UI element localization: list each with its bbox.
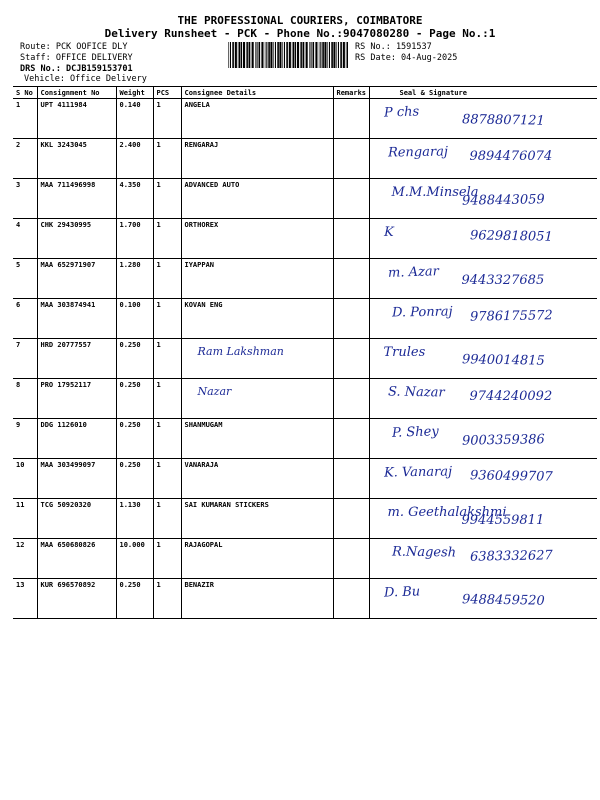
- barcode-bar: [329, 42, 330, 68]
- table-row: [13, 499, 597, 539]
- barcode-bar: [336, 42, 337, 68]
- staff-label: Staff: OFFICE DELIVERY: [20, 53, 133, 63]
- weight-cell: 10.000: [116, 539, 153, 579]
- barcode-image: [228, 42, 348, 68]
- signature-cell: [369, 419, 597, 459]
- consignment-cell: MAA 303874941: [37, 299, 116, 339]
- signature-cell: [369, 539, 597, 579]
- barcode-bar: [289, 42, 291, 68]
- signature-cell: [369, 259, 597, 299]
- barcode-bar: [297, 42, 299, 68]
- barcode-bar: [270, 42, 272, 68]
- handwritten-phone-number: 9894476074: [469, 149, 553, 164]
- col-header-consignee: Consignee Details: [181, 87, 333, 99]
- pcs-cell: 1: [153, 539, 181, 579]
- pcs-cell: 1: [153, 379, 181, 419]
- barcode-bar: [247, 42, 248, 68]
- consignment-cell: CHK 29430995: [37, 219, 116, 259]
- remarks-cell: [333, 579, 369, 619]
- handwritten-signature: M.M.Minsela: [391, 185, 479, 200]
- weight-cell: 0.100: [116, 299, 153, 339]
- barcode-bar: [313, 42, 315, 68]
- pcs-cell: 1: [153, 179, 181, 219]
- weight-cell: 0.250: [116, 579, 153, 619]
- barcode-bar: [266, 42, 267, 68]
- signature-cell: [369, 179, 597, 219]
- consignment-cell: MAA 650680826: [37, 539, 116, 579]
- barcode-bar: [333, 42, 335, 68]
- pcs-cell: 1: [153, 499, 181, 539]
- signature-cell: [369, 299, 597, 339]
- barcode-bar: [255, 42, 256, 68]
- consignment-cell: KUR 696570892: [37, 579, 116, 619]
- barcode-bar: [322, 42, 324, 68]
- weight-cell: 0.250: [116, 419, 153, 459]
- consignment-cell: MAA 711496998: [37, 179, 116, 219]
- col-header-remarks: Remarks: [333, 87, 369, 99]
- weight-cell: 0.250: [116, 379, 153, 419]
- sno-cell: 7: [13, 339, 37, 379]
- runsheet-table: [13, 86, 597, 619]
- sno-cell: 9: [13, 419, 37, 459]
- consignment-cell: MAA 652971907: [37, 259, 116, 299]
- barcode-bar: [303, 42, 305, 68]
- consignee-cell: ORTHOREX: [181, 219, 333, 259]
- remarks-cell: [333, 99, 369, 139]
- sno-cell: 3: [13, 179, 37, 219]
- consignment-cell: TCG 50920320: [37, 499, 116, 539]
- barcode-bar: [320, 42, 321, 68]
- remarks-cell: [333, 499, 369, 539]
- table-row: [13, 419, 597, 459]
- barcode-bar: [228, 42, 229, 68]
- weight-cell: 0.250: [116, 459, 153, 499]
- sno-cell: 8: [13, 379, 37, 419]
- barcode-bar: [300, 42, 301, 68]
- signature-cell: [369, 459, 597, 499]
- pcs-cell: 1: [153, 259, 181, 299]
- consignment-cell: PRO 17952117: [37, 379, 116, 419]
- weight-cell: 4.350: [116, 179, 153, 219]
- sno-cell: 1: [13, 99, 37, 139]
- drs-number: DRS No.: DCJB159153701: [20, 64, 133, 74]
- remarks-cell: [333, 259, 369, 299]
- barcode-bar: [338, 42, 339, 68]
- remarks-cell: [333, 139, 369, 179]
- barcode-bar: [347, 42, 348, 68]
- consignee-cell: RAJAGOPAL: [181, 539, 333, 579]
- barcode-bar: [273, 42, 274, 68]
- consignee-cell: ADVANCED AUTO: [181, 179, 333, 219]
- barcode-bar: [293, 42, 294, 68]
- handwritten-signature: K. Vanaraj: [383, 464, 452, 481]
- barcode-bar: [277, 42, 279, 68]
- col-header-pcs: PCS: [153, 87, 181, 99]
- barcode-bar: [232, 42, 234, 68]
- barcode-bar: [301, 42, 302, 68]
- table-row: [13, 219, 597, 259]
- barcode-bar: [306, 42, 308, 68]
- barcode-bar: [268, 42, 270, 68]
- table-row: [13, 139, 597, 179]
- handwritten-phone-number: 9488459520: [461, 592, 545, 609]
- barcode-bar: [331, 42, 333, 68]
- pcs-cell: 1: [153, 219, 181, 259]
- table-row: [13, 339, 597, 379]
- barcode-bar: [243, 42, 245, 68]
- consignment-cell: DDG 1126010: [37, 419, 116, 459]
- consignee-cell: SHANMUGAM: [181, 419, 333, 459]
- barcode-bar: [282, 42, 283, 68]
- table-row: [13, 379, 597, 419]
- table-row: [13, 539, 597, 579]
- remarks-cell: [333, 219, 369, 259]
- handwritten-signature: Rengaraj: [387, 144, 448, 161]
- remarks-cell: [333, 339, 369, 379]
- barcode-bar: [315, 42, 317, 68]
- barcode-bar: [261, 42, 263, 68]
- remarks-cell: [333, 299, 369, 339]
- handwritten-signature: P. Shey: [391, 424, 439, 441]
- handwritten-signature: Trules: [383, 345, 426, 360]
- handwritten-phone-number: 9744240092: [469, 389, 553, 404]
- remarks-cell: [333, 179, 369, 219]
- barcode-bar: [252, 42, 254, 68]
- barcode-bar: [279, 42, 281, 68]
- pcs-cell: 1: [153, 99, 181, 139]
- consignee-cell: BENAZIR: [181, 579, 333, 619]
- handwritten-signature: K: [383, 224, 394, 241]
- sno-cell: 2: [13, 139, 37, 179]
- col-header-sno: S No: [13, 87, 37, 99]
- runsheet-subtitle: Delivery Runsheet - PCK - Phone No.:9047080280 - Page No.:1: [104, 27, 496, 40]
- consignment-cell: HRD 20777557: [37, 339, 116, 379]
- handwritten-consignee-name: Nazar: [197, 385, 232, 398]
- handwritten-signature: D. Bu: [383, 584, 420, 601]
- barcode-bar: [319, 42, 320, 68]
- handwritten-phone-number: 9443327685: [461, 273, 545, 288]
- barcode-bar: [324, 42, 326, 68]
- consignee-cell: SAI KUMARAN STICKERS: [181, 499, 333, 539]
- vehicle-label: Vehicle: Office Delivery: [24, 74, 147, 84]
- barcode-bar: [241, 42, 243, 68]
- handwritten-phone-number: 9944559811: [461, 513, 545, 528]
- remarks-cell: [333, 379, 369, 419]
- sno-cell: 5: [13, 259, 37, 299]
- pcs-cell: 1: [153, 419, 181, 459]
- handwritten-phone-number: 6383332627: [469, 548, 553, 565]
- consignment-cell: MAA 303499097: [37, 459, 116, 499]
- consignee-cell: [181, 379, 333, 419]
- weight-cell: 0.250: [116, 339, 153, 379]
- consignee-cell: RENGARAJ: [181, 139, 333, 179]
- pcs-cell: 1: [153, 299, 181, 339]
- table-row: [13, 99, 597, 139]
- sno-cell: 13: [13, 579, 37, 619]
- sno-cell: 6: [13, 299, 37, 339]
- barcode-bar: [286, 42, 288, 68]
- weight-cell: 1.280: [116, 259, 153, 299]
- col-header-consignment: Consignment No: [37, 87, 116, 99]
- barcode-bar: [346, 42, 347, 68]
- barcode-bar: [235, 42, 237, 68]
- col-header-weight: Weight: [116, 87, 153, 99]
- handwritten-signature: R.Nagesh: [391, 544, 456, 561]
- consignment-cell: UPT 4111984: [37, 99, 116, 139]
- sno-cell: 11: [13, 499, 37, 539]
- signature-cell: [369, 219, 597, 259]
- remarks-cell: [333, 459, 369, 499]
- barcode-bar: [292, 42, 293, 68]
- weight-cell: 1.700: [116, 219, 153, 259]
- handwritten-phone-number: 9360499707: [469, 468, 553, 485]
- rs-date: RS Date: 04-Aug-2025: [355, 53, 458, 63]
- handwritten-signature: D. Ponraj: [391, 304, 453, 321]
- col-header-signature: Seal & Signature: [369, 87, 597, 99]
- barcode-bar: [340, 42, 342, 68]
- barcode-bar: [265, 42, 266, 68]
- handwritten-phone-number: 9488443059: [461, 192, 545, 209]
- barcode-bar: [295, 42, 297, 68]
- barcode-bar: [230, 42, 231, 68]
- table-row: [13, 299, 597, 339]
- rs-number: RS No.: 1591537: [355, 42, 432, 52]
- table-row: [13, 579, 597, 619]
- handwritten-phone-number: 9940014815: [461, 352, 545, 369]
- barcode-bar: [284, 42, 285, 68]
- weight-cell: 1.130: [116, 499, 153, 539]
- route-label: Route: PCK OOFICE DLY: [20, 42, 128, 52]
- consignee-cell: [181, 339, 333, 379]
- pcs-cell: 1: [153, 579, 181, 619]
- signature-cell: [369, 99, 597, 139]
- consignee-cell: IYAPPAN: [181, 259, 333, 299]
- signature-cell: [369, 379, 597, 419]
- barcode-bar: [249, 42, 251, 68]
- signature-cell: [369, 139, 597, 179]
- handwritten-signature: S. Nazar: [387, 384, 445, 401]
- signature-cell: [369, 499, 597, 539]
- barcode-bar: [309, 42, 310, 68]
- handwritten-phone-number: 9786175572: [469, 308, 553, 325]
- consignee-cell: ANGELA: [181, 99, 333, 139]
- company-title: THE PROFESSIONAL COURIERS, COIMBATORE: [177, 14, 423, 27]
- barcode-bar: [257, 42, 258, 68]
- remarks-cell: [333, 539, 369, 579]
- barcode-bar: [259, 42, 261, 68]
- barcode-bar: [327, 42, 328, 68]
- handwritten-signature: m. Azar: [387, 264, 439, 281]
- handwritten-signature: m. Geethalakshmi: [387, 505, 507, 520]
- consignee-cell: VANARAJA: [181, 459, 333, 499]
- barcode-bar: [311, 42, 312, 68]
- table-row: [13, 259, 597, 299]
- barcode-bar: [238, 42, 239, 68]
- handwritten-phone-number: 9003359386: [461, 432, 545, 449]
- sno-cell: 4: [13, 219, 37, 259]
- barcode-bar: [275, 42, 276, 68]
- barcode-bar: [239, 42, 240, 68]
- weight-cell: 0.140: [116, 99, 153, 139]
- table-row: [13, 459, 597, 499]
- handwritten-phone-number: 9629818051: [469, 228, 553, 245]
- consignee-cell: KOVAN ENG: [181, 299, 333, 339]
- table-row: [13, 179, 597, 219]
- signature-cell: [369, 339, 597, 379]
- sno-cell: 10: [13, 459, 37, 499]
- table-header-row: [13, 87, 597, 99]
- barcode-bar: [343, 42, 345, 68]
- pcs-cell: 1: [153, 339, 181, 379]
- consignment-cell: KKL 3243045: [37, 139, 116, 179]
- handwritten-signature: P chs: [383, 104, 419, 121]
- weight-cell: 2.400: [116, 139, 153, 179]
- signature-cell: [369, 579, 597, 619]
- handwritten-consignee-name: Ram Lakshman: [197, 345, 284, 358]
- sno-cell: 12: [13, 539, 37, 579]
- pcs-cell: 1: [153, 459, 181, 499]
- remarks-cell: [333, 419, 369, 459]
- handwritten-phone-number: 8878807121: [461, 112, 545, 129]
- pcs-cell: 1: [153, 139, 181, 179]
- barcode-bar: [246, 42, 247, 68]
